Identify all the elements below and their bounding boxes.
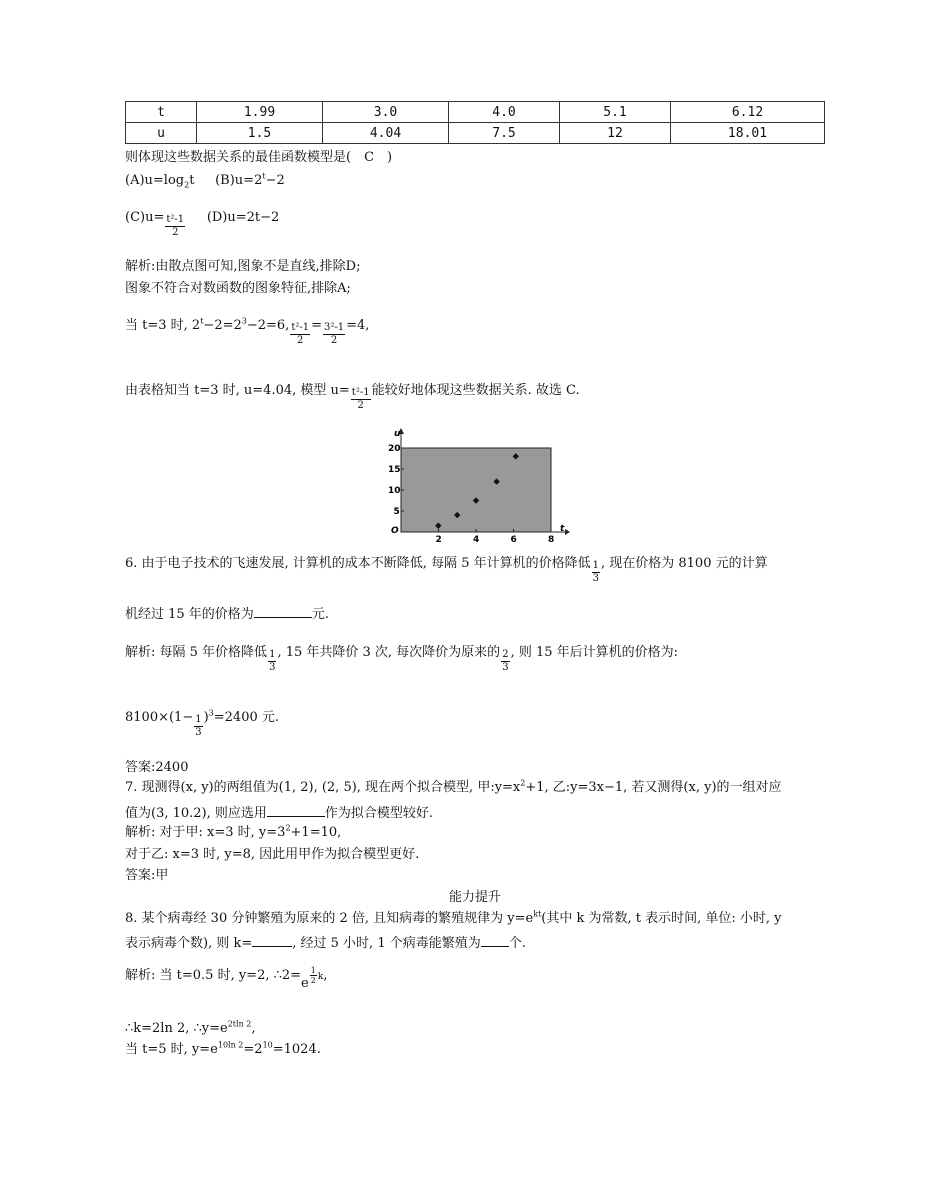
q7-line-2: 值为(3, 10.2), 则应选用 作为拟合模型较好. [125, 802, 433, 823]
x-axis-arrow [565, 529, 570, 535]
q5-solution-4: 由表格知当 t=3 时, u=4.04, 模型 u= $\frac{\text{t²-1}}{2}$ 能较好地体现这些数据关系. 故选 C. [125, 383, 580, 411]
y-tick-label: 10 [388, 486, 401, 496]
fraction: $\frac{2}{3}$ [502, 649, 509, 673]
q7-answer: 答案:甲 [125, 868, 169, 883]
answer-blank [252, 932, 292, 947]
option-c: (C)u= $\frac{\text{t²-1}}{2}$ [125, 210, 185, 238]
q5-solution-2: 图象不符合对数函数的图象特征,排除A; [125, 281, 351, 296]
q6-line-1: 6. 由于电子技术的飞速发展, 计算机的成本不断降低, 每隔 5 年计算机的价格降低 $\frac{1}{3}$ , 现在价格为 8100 元的计算 [125, 556, 768, 584]
table-cell: t [126, 102, 197, 123]
table-cell: 18.01 [671, 123, 825, 144]
q5-options-cd [125, 205, 280, 238]
fraction: $\frac{\text{3²-1}}{2}$ [324, 322, 345, 346]
x-axis-label: t [560, 524, 565, 534]
scatter-chart [380, 425, 575, 545]
table-cell: 1.5 [197, 123, 323, 144]
q7-line-1: 7. 现测得(x, y)的两组值为(1, 2), (2, 5), 现在两个拟合模型, 甲$:y=x^2+1$, 乙:y=3x−1, 若又测得(x, y)的一组对应 [125, 778, 782, 795]
fraction: $\frac{\text{t²-1}}{2}$ [166, 214, 185, 238]
q7-solution-2: 对于乙: x=3 时, y=8, 因此用甲作为拟合模型更好. [125, 847, 420, 862]
table-cell: 12 [560, 123, 671, 144]
y-tick-label: 20 [388, 444, 401, 454]
table-row [126, 102, 825, 123]
origin-label: O [391, 526, 399, 536]
q6-answer: 答案:2400 [125, 760, 189, 775]
answer-blank [481, 932, 509, 947]
option-b: $(B)u=2^t-2$ [215, 171, 285, 188]
q8-solution-1: 解析: 当 t=0.5 时, y=2, ∴2=e $\frac{1}{2}$ $^k$, [125, 966, 327, 986]
y-tick-label: 5 [393, 507, 400, 517]
q8-solution-3: 当 t=5 时, $y=e^{10ln 2}=2^{10}=1024$. [125, 1040, 321, 1057]
option-a: $(A)u=\log_2t$ [125, 173, 195, 190]
q8-line-1: 8. 某个病毒经 30 分钟繁殖为原来的 2 倍, 且知病毒的繁殖规律为 $y=e^{kt}$(其中 k 为常数, t 表示时间, 单位: 小时, y [125, 909, 782, 926]
q5-options-ab [125, 172, 285, 195]
fraction: $\frac{\text{t²-1}}{2}$ [351, 387, 370, 411]
q6-solution-1: 解析: 每隔 5 年价格降低 $\frac{1}{3}$ , 15 年共降价 3 次, 每次降价为原来的 $\frac{2}{3}$ , 则 15 年后计算机的价格为: [125, 645, 679, 673]
x-tick-label: 6 [510, 535, 517, 545]
q5-solution-3: 当 t=3 时, $2^t-2=2^3-2=6$, $\frac{\text{t²-1}}{2}$ = $\frac{\text{3²-1}}{2}$ =4, [125, 316, 370, 346]
plot-area [401, 448, 551, 532]
answer-blank [267, 802, 325, 817]
q8-solution-2: ∴k=2ln 2, $\therefore y=e^{2tln 2}$, [125, 1019, 256, 1036]
fraction: $\frac{\text{t²-1}}{2}$ [291, 322, 310, 346]
y-tick-label: 15 [388, 465, 401, 475]
table-cell: 5.1 [560, 102, 671, 123]
fraction: $\frac{1}{3}$ [195, 714, 202, 738]
table-cell: 4.04 [323, 123, 449, 144]
option-d: (D)u=2t−2 [206, 210, 280, 225]
x-tick-label: 4 [473, 535, 480, 545]
fraction: $\frac{1}{3}$ [269, 649, 276, 673]
table-row [126, 123, 825, 144]
answer-blank [254, 603, 312, 618]
table-cell: 3.0 [323, 102, 449, 123]
table-cell: 6.12 [671, 102, 825, 123]
q7-solution-1: 解析: 对于甲: x=3 时, $y=3^2+1=10$, [125, 823, 342, 840]
exponential-expression: e $\frac{1}{2}$ $^k$ [301, 966, 324, 991]
table-cell: 7.5 [449, 123, 560, 144]
q8-line-2: 表示病毒个数), 则 k= , 经过 5 小时, 1 个病毒能繁殖为 个. [125, 932, 526, 953]
section-title: 能力提升 [448, 890, 501, 905]
data-table [125, 101, 825, 144]
y-axis-label: u [394, 429, 401, 439]
q6-solution-2: 8100×(1− $\frac{1}{3}$ )$^3$=2400 元. [125, 708, 280, 738]
table-cell: u [126, 123, 197, 144]
q5-stem: 则体现这些数据关系的最佳函数模型是( C ) [125, 150, 393, 165]
q5-solution-1: 解析:由散点图可知,图象不是直线,排除D; [125, 259, 361, 274]
x-tick-label: 2 [435, 535, 442, 545]
fraction: $\frac{1}{3}$ [592, 560, 599, 584]
x-tick-label: 8 [548, 535, 555, 545]
q6-line-2: 机经过 15 年的价格为 元. [125, 603, 329, 624]
table-cell: 1.99 [197, 102, 323, 123]
table-cell: 4.0 [449, 102, 560, 123]
